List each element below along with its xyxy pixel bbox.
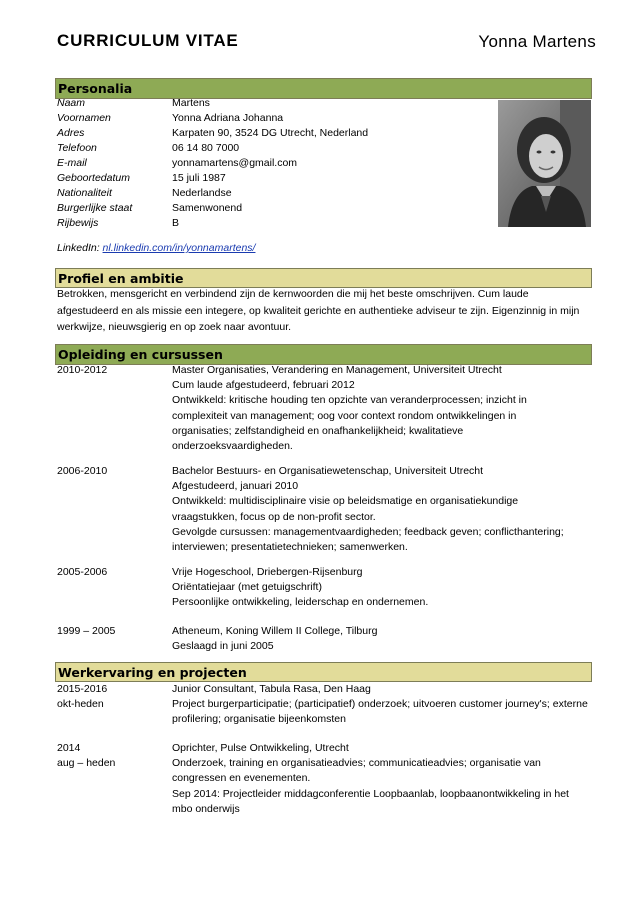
education-line: Cum laude afgestudeerd, februari 2012 [172,379,355,392]
work-line: Junior Consultant, Tabula Rasa, Den Haag [172,683,371,695]
section-heading-opleiding: Opleiding en cursussen [55,344,592,365]
portrait-image [498,100,591,227]
section-heading-profiel: Profiel en ambitie [55,268,592,288]
field-label-email: E-mail [57,157,87,169]
education-period: 2005-2006 [57,566,108,578]
field-value-naam: Martens [172,97,210,109]
linkedin-label: LinkedIn: [57,242,100,254]
section-heading-werkervaring: Werkervaring en projecten [55,662,592,682]
work-line: Sep 2014: Projectleider middagconferentie Loopbaanlab, loopbaanontwikkeling in het mbo onderwijs [172,787,569,815]
field-value-nationaliteit: Nederlandse [172,187,232,199]
education-line: Persoonlijke ontwikkeling, leiderschap en ondernemen. [172,596,429,609]
education-entry [172,363,592,454]
education-entry [172,464,592,555]
work-period-months: okt-heden [57,698,104,711]
field-value-voornamen: Yonna Adriana Johanna [172,112,284,124]
header-name: Yonna Martens [478,32,596,51]
education-period: 2006-2010 [57,465,108,477]
work-entry [172,741,592,817]
field-value-telefoon: 06 14 80 7000 [172,142,240,154]
work-entry [172,682,592,728]
education-line: Ontwikkeld: kritische houding ten opzichte van veranderprocessen; inzicht in complexiteit van management; oog voor context rondom ontwikkelingen in organisaties; zelfstandigheid en onafhankelijkheid; kwalitatieve onderzoeksvaardigheden. [172,394,527,453]
field-value-burgerlijke-staat: Samenwonend [172,202,243,214]
education-entry [172,624,592,654]
education-line: Afgestudeerd, januari 2010 [172,480,299,493]
linkedin-row [57,241,255,256]
field-label-rijbewijs: Rijbewijs [57,217,99,229]
section-heading-personalia: Personalia [55,78,592,99]
work-line: Onderzoek, training en organisatieadvies; communicatieadvies; organisatie van congressen en evenementen. [172,757,541,785]
education-line: Atheneum, Koning Willem II College, Tilburg [172,625,378,637]
education-line: Bachelor Bestuurs- en Organisatiewetenschap, Universiteit Utrecht [172,465,484,477]
field-label-telefoon: Telefoon [57,142,97,154]
education-line: Vrije Hogeschool, Driebergen-Rijsenburg [172,566,363,578]
field-label-geboortedatum: Geboortedatum [57,172,130,184]
education-line: Geslaagd in juni 2005 [172,640,274,653]
work-period [57,741,115,771]
field-label-voornamen: Voornamen [57,112,111,124]
education-period: 2010-2012 [57,364,108,376]
field-value-geboortedatum: 15 juli 1987 [172,172,226,184]
field-value-email: yonnamartens@gmail.com [172,157,298,169]
field-value-rijbewijs: B [172,217,180,229]
profile-photo [498,100,591,227]
field-label-adres: Adres [57,127,85,139]
education-entry [172,565,592,611]
work-period-years: 2015-2016 [57,683,108,695]
profile-text: Betrokken, mensgericht en verbindend zijn de kernwoorden die mij het beste omschrijven. Cum laude afgestudeerd en als missie een integere, op kwaliteit gerichte en authentieke adviseur te zijn. Eigenzinnig in mijn werkwijze, nieuwsgierig en op zoek naar avontuur. [57,288,580,333]
field-value-adres: Karpaten 90, 3524 DG Utrecht, Nederland [172,127,369,139]
field-label-naam: Naam [57,97,86,109]
work-period-years: 2014 [57,742,81,754]
work-line: Oprichter, Pulse Ontwikkeling, Utrecht [172,742,349,754]
education-line: Gevolgde cursussen: managementvaardigheden; feedback geven; conflicthantering; interviewen; presentatietechnieken; samenwerken. [172,525,564,554]
education-line: Master Organisaties, Verandering en Management, Universiteit Utrecht [172,364,502,376]
work-period-months: aug – heden [57,757,116,770]
work-line: Project burgerparticipatie; (participatief) onderzoek; uitvoeren customer journey's; externe profilering; organisatie bijeenkomsten [172,698,588,726]
document-title: CURRICULUM VITAE [57,31,239,50]
education-line: Oriëntatiejaar (met getuigschrift) [172,581,322,594]
linkedin-link[interactable]: nl.linkedin.com/in/yonnamartens/ [102,242,256,254]
field-label-nationaliteit: Nationaliteit [57,187,112,199]
education-line: Ontwikkeld: multidisciplinaire visie op beleidsmatige en organisatiekundige vraagstukken, focus op de non-profit sector. [172,495,519,523]
work-period [57,682,107,712]
education-period: 1999 – 2005 [57,625,116,637]
field-label-burgerlijke-staat: Burgerlijke staat [57,202,133,214]
